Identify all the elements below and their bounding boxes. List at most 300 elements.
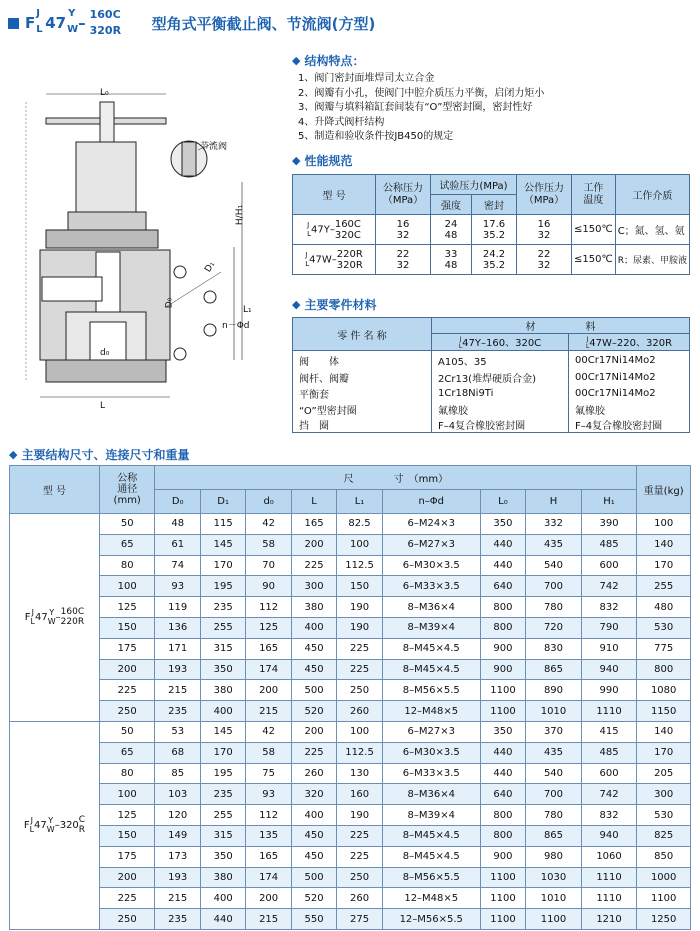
model-f: F xyxy=(24,612,31,624)
model-w: W xyxy=(46,825,55,835)
table-cell: 215 xyxy=(246,909,291,930)
table-cell: 165 xyxy=(291,514,336,535)
perf-temp: ≤150℃ xyxy=(572,245,616,275)
feature-item: 1、阀门密封面堆焊司太立合金 xyxy=(298,73,435,84)
table-cell: 500 xyxy=(291,867,336,888)
materials-heading-text: 主要零件材料 xyxy=(304,298,377,312)
table-cell: 150 xyxy=(99,617,155,638)
table-cell: 1100 xyxy=(480,867,525,888)
model-dash: – xyxy=(55,612,61,624)
mat-b: F–4复合橡胶密封圈 xyxy=(569,417,690,433)
table-cell: 225 xyxy=(99,680,155,701)
table-cell: 6–M33×3.5 xyxy=(382,763,480,784)
table-cell: 255 xyxy=(200,805,245,826)
title-sup-j: J xyxy=(36,8,40,19)
model-dash: –320 xyxy=(54,820,79,832)
table-cell: 8–M56×5.5 xyxy=(382,867,480,888)
table-cell: 58 xyxy=(246,742,291,763)
table-cell: 830 xyxy=(526,638,582,659)
dims-table xyxy=(9,465,691,930)
perf-strength: 33 48 xyxy=(431,245,472,275)
table-cell: 450 xyxy=(291,846,336,867)
dims-col-header: H xyxy=(526,490,582,514)
table-cell: 250 xyxy=(99,909,155,930)
title-prefix: F xyxy=(25,14,36,32)
table-cell: 103 xyxy=(155,784,200,805)
model-w: W xyxy=(47,617,56,627)
perf-row xyxy=(293,215,690,245)
materials-table xyxy=(292,317,690,433)
table-cell: 440 xyxy=(200,909,245,930)
model-bot: R xyxy=(78,825,86,836)
table-cell: 112.5 xyxy=(337,742,382,763)
table-cell: 190 xyxy=(337,617,382,638)
perf-temp: ≤150℃ xyxy=(572,215,616,245)
perf-seal: 24.2 35.2 xyxy=(472,245,517,275)
table-cell: 75 xyxy=(246,763,291,784)
table-cell: 200 xyxy=(246,680,291,701)
table-cell: 1110 xyxy=(581,867,637,888)
table-cell: 700 xyxy=(526,576,582,597)
table-cell: 6–M24×3 xyxy=(382,514,480,535)
mat-col-b-text: 47W–220、320R xyxy=(589,338,673,349)
table-cell: 53 xyxy=(155,721,200,742)
valve-drawing xyxy=(6,72,288,444)
table-cell: 82.5 xyxy=(337,514,382,535)
table-row xyxy=(10,701,691,722)
table-cell: 300 xyxy=(637,784,691,805)
label-dn: d₀ xyxy=(100,348,110,358)
perf-model-c: 47Y– xyxy=(310,224,335,235)
table-cell: 250 xyxy=(337,867,382,888)
mat-col-a-j: J xyxy=(459,336,462,343)
perf-model xyxy=(293,245,376,275)
table-cell: 865 xyxy=(526,659,582,680)
title-sub-w: W xyxy=(67,24,79,35)
table-cell: 550 xyxy=(291,909,336,930)
table-row xyxy=(10,846,691,867)
table-cell: 8–M56×5.5 xyxy=(382,680,480,701)
table-cell: 520 xyxy=(291,701,336,722)
feature-item: 5、制造和验收条件按JB450的规定 xyxy=(298,131,454,143)
dims-col-header: D₁ xyxy=(200,490,245,514)
table-cell: 215 xyxy=(246,701,291,722)
table-cell: 380 xyxy=(200,680,245,701)
table-cell: 780 xyxy=(526,805,582,826)
table-cell: 12–M56×5.5 xyxy=(382,909,480,930)
dims-col-header: d₀ xyxy=(246,490,291,514)
table-cell: 990 xyxy=(581,680,637,701)
mat-header-col-a xyxy=(432,334,569,351)
dims-header-size: 尺 寸 （mm） xyxy=(155,466,637,490)
table-cell: 80 xyxy=(99,555,155,576)
table-cell: 112 xyxy=(246,597,291,618)
table-cell: 450 xyxy=(291,659,336,680)
table-cell: 440 xyxy=(480,534,525,555)
table-cell: 1210 xyxy=(581,909,637,930)
dims-heading-text: 主要结构尺寸、连接尺寸和重量 xyxy=(21,448,190,462)
table-cell: 193 xyxy=(155,867,200,888)
table-cell: 6–M33×3.5 xyxy=(382,576,480,597)
table-cell: 540 xyxy=(526,555,582,576)
table-cell: 380 xyxy=(291,597,336,618)
table-cell: 980 xyxy=(526,846,582,867)
table-row xyxy=(10,638,691,659)
dims-col-header: H₁ xyxy=(581,490,637,514)
table-cell: 8–M45×4.5 xyxy=(382,825,480,846)
table-cell: 1100 xyxy=(637,888,691,909)
mat-row xyxy=(293,370,690,386)
table-cell: 400 xyxy=(200,888,245,909)
table-cell: 600 xyxy=(581,555,637,576)
table-row xyxy=(10,763,691,784)
table-cell: 435 xyxy=(526,742,582,763)
materials-heading xyxy=(292,296,376,313)
table-cell: 540 xyxy=(526,763,582,784)
perf-header-model: 型 号 xyxy=(293,175,376,215)
table-cell: 1060 xyxy=(581,846,637,867)
table-cell: 8–M36×4 xyxy=(382,784,480,805)
perf-heading xyxy=(292,152,352,169)
table-cell: 225 xyxy=(337,846,382,867)
perf-model-e: 320R xyxy=(336,259,363,271)
table-cell: 520 xyxy=(291,888,336,909)
table-cell: 260 xyxy=(291,763,336,784)
model-l: L xyxy=(29,825,35,835)
table-cell: 100 xyxy=(99,576,155,597)
model-top: 160C xyxy=(60,607,85,618)
table-cell: 225 xyxy=(337,825,382,846)
table-cell: 195 xyxy=(200,763,245,784)
table-row xyxy=(10,909,691,930)
perf-work: 22 32 xyxy=(517,245,572,275)
table-cell: 832 xyxy=(581,597,637,618)
table-cell: 1100 xyxy=(480,909,525,930)
table-cell: 900 xyxy=(480,659,525,680)
dims-group-model xyxy=(10,514,100,722)
table-cell: 350 xyxy=(480,721,525,742)
table-cell: 125 xyxy=(246,617,291,638)
perf-header-seal: 密封 xyxy=(472,195,517,215)
perf-model-b: L xyxy=(305,259,310,268)
table-cell: 1110 xyxy=(581,701,637,722)
model-label xyxy=(23,815,86,836)
mat-header-part: 零 件 名 称 xyxy=(293,318,432,351)
feature-item: 2、阀瓣有小孔，使阀门中腔介质压力平衡，启闭力矩小 xyxy=(298,87,545,99)
table-cell: 450 xyxy=(291,825,336,846)
table-cell: 530 xyxy=(637,805,691,826)
mat-row xyxy=(293,351,690,370)
dims-heading xyxy=(9,446,189,463)
perf-model xyxy=(293,215,376,245)
perf-row xyxy=(293,245,690,275)
table-cell: 150 xyxy=(99,825,155,846)
perf-header-temp: 工作 温度 xyxy=(572,175,616,215)
table-cell: 260 xyxy=(337,701,382,722)
features-list xyxy=(298,72,544,145)
table-cell: 440 xyxy=(480,555,525,576)
mat-b: 00Cr17Ni14Mo2 xyxy=(569,370,690,386)
table-cell: 200 xyxy=(291,534,336,555)
table-cell: 332 xyxy=(526,514,582,535)
title-rest: 型角式平衡截止阀、节流阀(方型) xyxy=(151,14,376,33)
table-cell: 450 xyxy=(291,638,336,659)
table-cell: 115 xyxy=(200,514,245,535)
perf-model-a: J xyxy=(305,250,308,259)
table-cell: 700 xyxy=(526,784,582,805)
table-cell: 1100 xyxy=(526,909,582,930)
table-cell: 235 xyxy=(200,597,245,618)
perf-seal: 17.6 35.2 xyxy=(472,215,517,245)
mat-a: 1Cr18Ni9Ti xyxy=(432,386,569,402)
feature-item: 4、升降式阀杆结构 xyxy=(298,116,385,128)
table-cell: 225 xyxy=(291,555,336,576)
table-cell: 400 xyxy=(291,617,336,638)
table-cell: 370 xyxy=(526,721,582,742)
label-l0: L₀ xyxy=(100,88,109,98)
mat-a: F–4复合橡胶密封圈 xyxy=(432,417,569,433)
table-cell: 900 xyxy=(480,638,525,659)
table-cell: 255 xyxy=(637,576,691,597)
table-cell: 165 xyxy=(246,638,291,659)
table-row xyxy=(10,805,691,826)
table-cell: 865 xyxy=(526,825,582,846)
table-cell: 42 xyxy=(246,514,291,535)
table-cell: 1000 xyxy=(637,867,691,888)
mat-header-material: 材 料 xyxy=(432,318,690,334)
table-cell: 485 xyxy=(581,534,637,555)
table-cell: 200 xyxy=(99,659,155,680)
table-cell: 400 xyxy=(200,701,245,722)
table-row xyxy=(10,617,691,638)
mat-b: 00Cr17Ni14Mo2 xyxy=(569,351,690,370)
table-cell: 150 xyxy=(337,576,382,597)
perf-work: 16 32 xyxy=(517,215,572,245)
model-j: J xyxy=(31,608,34,618)
table-cell: 68 xyxy=(155,742,200,763)
table-cell: 800 xyxy=(480,805,525,826)
table-cell: 225 xyxy=(337,659,382,680)
table-cell: 61 xyxy=(155,534,200,555)
model-j: J xyxy=(30,816,33,826)
table-cell: 1250 xyxy=(637,909,691,930)
table-cell: 825 xyxy=(637,825,691,846)
table-cell: 1010 xyxy=(526,701,582,722)
perf-header-test: 试验压力(MPa) xyxy=(431,175,517,195)
table-cell: 100 xyxy=(337,721,382,742)
table-cell: 145 xyxy=(200,721,245,742)
perf-header-work: 公作压力 （MPa） xyxy=(517,175,572,215)
table-row xyxy=(10,825,691,846)
table-cell: 742 xyxy=(581,576,637,597)
title-dash: – xyxy=(78,14,86,32)
table-cell: 130 xyxy=(337,763,382,784)
perf-pn: 16 32 xyxy=(376,215,431,245)
title-sup-160c: 160C xyxy=(89,8,121,21)
table-cell: 800 xyxy=(480,597,525,618)
label-l: L xyxy=(100,401,106,411)
table-cell: 742 xyxy=(581,784,637,805)
perf-model-d: 160C xyxy=(334,218,361,230)
perf-model-b: L xyxy=(307,229,311,238)
dims-col-header: L xyxy=(291,490,336,514)
mat-row xyxy=(293,417,690,433)
table-cell: 42 xyxy=(246,721,291,742)
table-cell: 485 xyxy=(581,742,637,763)
table-cell: 390 xyxy=(581,514,637,535)
model-n: 47 xyxy=(34,820,47,832)
table-cell: 380 xyxy=(200,867,245,888)
model-label xyxy=(24,607,85,628)
table-cell: 58 xyxy=(246,534,291,555)
table-cell: 112 xyxy=(246,805,291,826)
table-cell: 1150 xyxy=(637,701,691,722)
table-cell: 350 xyxy=(200,846,245,867)
table-cell: 800 xyxy=(480,825,525,846)
table-cell: 175 xyxy=(99,638,155,659)
table-cell: 275 xyxy=(337,909,382,930)
table-cell: 100 xyxy=(99,784,155,805)
model-bot: 220R xyxy=(60,617,85,628)
table-cell: 250 xyxy=(337,680,382,701)
table-cell: 6–M30×3.5 xyxy=(382,555,480,576)
table-cell: 940 xyxy=(581,659,637,680)
table-cell: 910 xyxy=(581,638,637,659)
table-cell: 235 xyxy=(155,701,200,722)
table-cell: 315 xyxy=(200,638,245,659)
table-cell: 119 xyxy=(155,597,200,618)
perf-header-medium: 工作介质 xyxy=(615,175,689,215)
dims-col-header: D₀ xyxy=(155,490,200,514)
perf-model-d: 220R xyxy=(336,248,363,260)
table-cell: 200 xyxy=(291,721,336,742)
table-cell: 775 xyxy=(637,638,691,659)
table-cell: 70 xyxy=(246,555,291,576)
table-cell: 225 xyxy=(291,742,336,763)
table-cell: 235 xyxy=(200,784,245,805)
model-y: Y xyxy=(49,608,55,618)
table-cell: 170 xyxy=(200,742,245,763)
table-cell: 850 xyxy=(637,846,691,867)
table-cell: 1010 xyxy=(526,888,582,909)
mat-col-b-j: J xyxy=(586,336,589,343)
table-cell: 100 xyxy=(637,514,691,535)
label-nphid: n－Φd xyxy=(222,321,250,331)
table-cell: 85 xyxy=(155,763,200,784)
model-f: F xyxy=(23,820,30,832)
table-cell: 6–M30×3.5 xyxy=(382,742,480,763)
features-heading-text: 结构特点： xyxy=(304,54,365,68)
table-cell: 50 xyxy=(99,721,155,742)
table-cell: 74 xyxy=(155,555,200,576)
table-cell: 800 xyxy=(480,617,525,638)
table-cell: 900 xyxy=(480,846,525,867)
table-cell: 135 xyxy=(246,825,291,846)
mat-row xyxy=(293,386,690,402)
table-cell: 800 xyxy=(637,659,691,680)
table-cell: 235 xyxy=(155,909,200,930)
perf-medium: C；氮、氢、氨 xyxy=(615,215,689,245)
table-cell: 125 xyxy=(99,805,155,826)
table-cell: 215 xyxy=(155,888,200,909)
table-cell: 65 xyxy=(99,742,155,763)
table-cell: 8–M45×4.5 xyxy=(382,638,480,659)
table-cell: 435 xyxy=(526,534,582,555)
table-cell: 500 xyxy=(291,680,336,701)
table-cell: 90 xyxy=(246,576,291,597)
table-row xyxy=(10,555,691,576)
table-cell: 190 xyxy=(337,805,382,826)
table-cell: 160 xyxy=(337,784,382,805)
table-cell: 1100 xyxy=(480,701,525,722)
mat-row xyxy=(293,402,690,417)
table-cell: 480 xyxy=(637,597,691,618)
table-cell: 1110 xyxy=(581,888,637,909)
table-cell: 173 xyxy=(155,846,200,867)
table-cell: 50 xyxy=(99,514,155,535)
mat-header-col-b xyxy=(569,334,690,351)
perf-medium: R；尿素、甲胺液 xyxy=(615,245,689,275)
square-bullet-icon xyxy=(8,18,19,29)
table-cell: 175 xyxy=(99,846,155,867)
table-cell: 140 xyxy=(637,721,691,742)
table-row xyxy=(10,597,691,618)
table-cell: 260 xyxy=(337,888,382,909)
table-cell: 255 xyxy=(200,617,245,638)
table-cell: 8–M39×4 xyxy=(382,617,480,638)
table-cell: 145 xyxy=(200,534,245,555)
table-cell: 225 xyxy=(99,888,155,909)
table-cell: 120 xyxy=(155,805,200,826)
perf-model-a: J xyxy=(307,220,310,229)
table-cell: 171 xyxy=(155,638,200,659)
table-cell: 440 xyxy=(480,763,525,784)
table-row xyxy=(10,784,691,805)
perf-header-strength: 强度 xyxy=(431,195,472,215)
table-cell: 250 xyxy=(99,701,155,722)
diamond-bullet-icon: ◆ xyxy=(292,154,301,167)
table-cell: 12–M48×5 xyxy=(382,888,480,909)
perf-model-e: 320C xyxy=(334,229,361,241)
table-cell: 530 xyxy=(637,617,691,638)
table-cell: 195 xyxy=(200,576,245,597)
label-d0: D₀ xyxy=(164,297,175,309)
table-row xyxy=(10,680,691,701)
model-l: L xyxy=(30,617,36,627)
features-heading xyxy=(292,52,364,69)
table-cell: 8–M39×4 xyxy=(382,805,480,826)
model-y: Y xyxy=(48,816,54,826)
label-jieliu: 节流阀 xyxy=(200,142,228,152)
diamond-bullet-icon: ◆ xyxy=(9,448,18,461)
dims-col-header: n–Φd xyxy=(382,490,480,514)
table-cell: 1100 xyxy=(480,680,525,701)
table-cell: 8–M36×4 xyxy=(382,597,480,618)
table-cell: 720 xyxy=(526,617,582,638)
table-row xyxy=(10,534,691,555)
table-cell: 80 xyxy=(99,763,155,784)
table-cell: 193 xyxy=(155,659,200,680)
table-cell: 6–M27×3 xyxy=(382,534,480,555)
mat-b: 氟橡胶 xyxy=(569,402,690,417)
table-row xyxy=(10,659,691,680)
table-cell: 93 xyxy=(155,576,200,597)
table-row xyxy=(10,867,691,888)
mat-part: 阀杆、阀瓣 xyxy=(293,370,432,386)
table-cell: 790 xyxy=(581,617,637,638)
table-cell: 890 xyxy=(526,680,582,701)
table-cell: 140 xyxy=(637,534,691,555)
